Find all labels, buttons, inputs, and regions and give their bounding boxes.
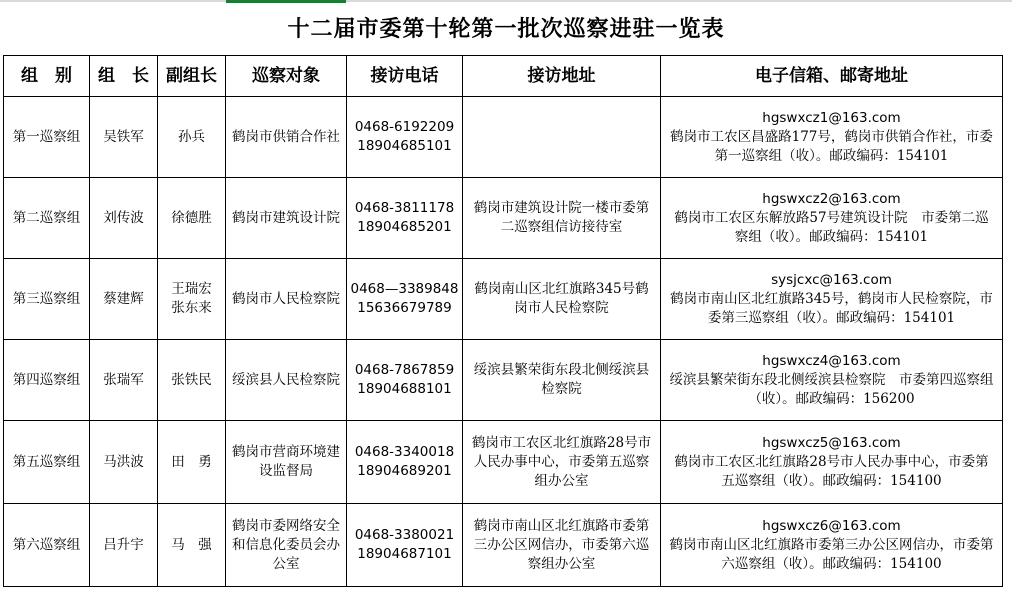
deputy-names: 田 勇 (171, 453, 212, 470)
cell-deputy[interactable] (158, 421, 226, 504)
email-address: hgswxcz1@163.com (762, 109, 901, 126)
cell-target[interactable]: 绥滨县人民检察院 (226, 340, 347, 421)
table-body (4, 97, 1003, 587)
table-row (4, 259, 1003, 340)
cell-group[interactable]: 第四巡察组 (4, 340, 90, 421)
email-address: hgswxcz5@163.com (762, 434, 901, 451)
phone-mobile: 18904685101 (357, 138, 452, 154)
header-group[interactable]: 组 别 (4, 56, 90, 97)
table-row (4, 97, 1003, 178)
phone-landline: 0468-6192209 (354, 119, 455, 135)
cell-contact[interactable] (661, 340, 1003, 421)
deputy-names: 徐德胜 (171, 209, 212, 226)
cell-phone[interactable] (347, 178, 463, 259)
table-row (4, 421, 1003, 504)
cell-leader[interactable]: 马洪波 (90, 421, 158, 504)
page-title: 十二届市委第十轮第一批次巡察进驻一览表 (287, 16, 725, 42)
cell-address[interactable]: 鹤岗市南山区北红旗路市委第三办公区网信办，市委第六巡察组办公室 (463, 504, 661, 587)
phone-mobile: 18904688101 (357, 381, 452, 397)
header-row (4, 56, 1003, 97)
header-target[interactable]: 巡察对象 (226, 56, 347, 97)
cell-deputy[interactable] (158, 97, 226, 178)
cell-contact[interactable] (661, 178, 1003, 259)
email-address: hgswxcz4@163.com (762, 352, 901, 369)
email-address: hgswxcz2@163.com (762, 190, 901, 207)
deputy-names: 马 强 (171, 536, 212, 553)
cell-deputy[interactable] (158, 178, 226, 259)
header-deputy[interactable]: 副组长 (158, 56, 226, 97)
mailing-address: 鹤岗市南山区北红旗路市委第三办公区网信办，市委第六巡察组（收）。邮政编码：154100 (669, 536, 994, 572)
cell-contact[interactable] (661, 421, 1003, 504)
table-row (4, 340, 1003, 421)
phone-mobile: 15636679789 (357, 300, 452, 316)
cell-target[interactable]: 鹤岗市建筑设计院 (226, 178, 347, 259)
table-row (4, 178, 1003, 259)
cell-target[interactable]: 鹤岗市供销合作社 (226, 97, 347, 178)
cell-group[interactable]: 第二巡察组 (4, 178, 90, 259)
header-phone[interactable]: 接访电话 (347, 56, 463, 97)
cell-target[interactable]: 鹤岗市委网络安全和信息化委员会办公室 (226, 504, 347, 587)
deputy-names: 王瑞宏 张东来 (171, 281, 212, 316)
cell-phone[interactable] (347, 259, 463, 340)
cell-target[interactable]: 鹤岗市人民检察院 (226, 259, 347, 340)
phone-mobile: 18904685201 (357, 219, 452, 235)
cell-deputy[interactable] (158, 504, 226, 587)
cell-address[interactable] (463, 97, 661, 178)
mailing-address: 鹤岗市南山区北红旗路345号，鹤岗市人民检察院，市委第三巡察组（收）。邮政编码：154101 (670, 290, 993, 326)
header-contact[interactable]: 电子信箱、邮寄地址 (661, 56, 1003, 97)
mailing-address: 鹤岗市工农区北红旗路28号市人民办事中心，市委第五巡察组（收）。邮政编码：154100 (674, 453, 989, 489)
mailing-address: 绥滨县繁荣街东段北侧绥滨县检察院 市委第四巡察组（收）。邮政编码：156200 (669, 371, 994, 407)
deputy-names: 孙兵 (178, 128, 205, 145)
mailing-address: 鹤岗市工农区东解放路57号建筑设计院 市委第二巡察组（收）。邮政编码：154101 (674, 209, 989, 245)
cell-leader[interactable]: 张瑞军 (90, 340, 158, 421)
cell-phone[interactable] (347, 97, 463, 178)
cell-group[interactable]: 第六巡察组 (4, 504, 90, 587)
header-leader[interactable]: 组 长 (90, 56, 158, 97)
phone-landline: 0468-3811178 (354, 200, 455, 216)
cell-deputy[interactable] (158, 340, 226, 421)
table-row (4, 504, 1003, 587)
roster-table (3, 55, 1003, 587)
cell-address[interactable]: 鹤岗市工农区北红旗路28号市人民办事中心，市委第五巡察组办公室 (463, 421, 661, 504)
mailing-address: 鹤岗市工农区昌盛路177号，鹤岗市供销合作社，市委第一巡察组（收）。邮政编码：154101 (670, 128, 993, 164)
cell-leader[interactable]: 吴铁军 (90, 97, 158, 178)
phone-mobile: 18904687101 (357, 546, 452, 562)
cell-leader[interactable]: 吕升宇 (90, 504, 158, 587)
phone-landline: 0468-3380021 (354, 527, 455, 543)
cell-address[interactable]: 绥滨县繁荣街东段北侧绥滨县检察院 (463, 340, 661, 421)
email-address: sysjcxc@163.com (771, 271, 892, 288)
header-address[interactable]: 接访地址 (463, 56, 661, 97)
phone-landline: 0468-7867859 (354, 362, 455, 378)
phone-landline: 0468-3340018 (354, 444, 455, 460)
cell-phone[interactable] (347, 421, 463, 504)
cell-group[interactable]: 第五巡察组 (4, 421, 90, 504)
cell-deputy[interactable] (158, 259, 226, 340)
cell-contact[interactable] (661, 97, 1003, 178)
cell-contact[interactable] (661, 504, 1003, 587)
cell-address[interactable]: 鹤岗市建筑设计院一楼市委第二巡察组信访接待室 (463, 178, 661, 259)
selected-cell-indicator (226, 0, 346, 3)
grid-top-line (0, 0, 1012, 2)
cell-contact[interactable] (661, 259, 1003, 340)
cell-phone[interactable] (347, 340, 463, 421)
cell-group[interactable]: 第一巡察组 (4, 97, 90, 178)
deputy-names: 张铁民 (171, 371, 212, 388)
email-address: hgswxcz6@163.com (762, 517, 901, 534)
cell-leader[interactable]: 蔡建辉 (90, 259, 158, 340)
phone-mobile: 18904689201 (357, 463, 452, 479)
cell-address[interactable]: 鹤岗南山区北红旗路345号鹤岗市人民检察院 (463, 259, 661, 340)
cell-target[interactable]: 鹤岗市营商环境建设监督局 (226, 421, 347, 504)
cell-leader[interactable]: 刘传波 (90, 178, 158, 259)
cell-group[interactable]: 第三巡察组 (4, 259, 90, 340)
phone-landline: 0468—3389848 (350, 281, 459, 297)
cell-phone[interactable] (347, 504, 463, 587)
